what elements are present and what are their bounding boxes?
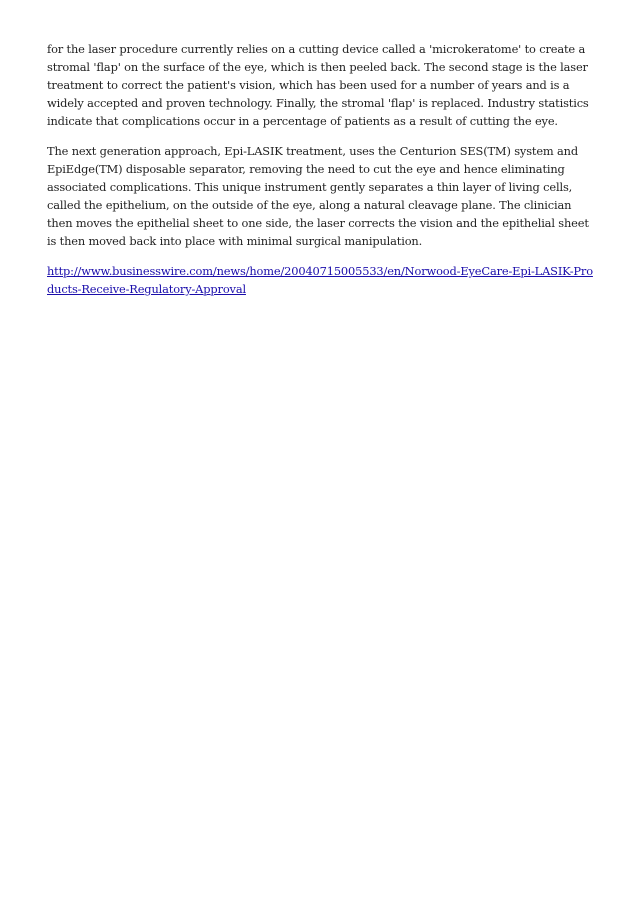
source-link-paragraph [47, 262, 595, 298]
document-page [47, 40, 595, 310]
paragraph-laser-procedure: for the laser procedure currently relies on a cutting device called a 'microkeratome' to create a stromal 'flap' on the surface of the eye, which is then peeled back. The second stage is the laser treatment to correct the patient's vision, which has been used for a number of years and is a widely accepted and proven technology. Finally, the stromal 'flap' is replaced. Industry statistics indicate that complications occur in a percentage of patients as a result of cutting the eye. [47, 42, 589, 128]
paragraph-epi-lasik: The next generation approach, Epi-LASIK treatment, uses the Centurion SES(TM) system and EpiEdge(TM) disposable separator, removing the need to cut the eye and hence eliminating associated complications. This unique instrument gently separates a thin layer of living cells, called the epithelium, on the outside of the eye, along a natural cleavage plane. The clinician then moves the epithelial sheet to one side, the laser corrects the vision and the epithelial sheet is then moved back into place with minimal surgical manipulation. [47, 144, 589, 248]
source-link[interactable]: http://www.businesswire.com/news/home/20040715005533/en/Norwood-EyeCare-Epi-LASIK-Products-Receive-Regulatory-Approval [47, 264, 593, 296]
